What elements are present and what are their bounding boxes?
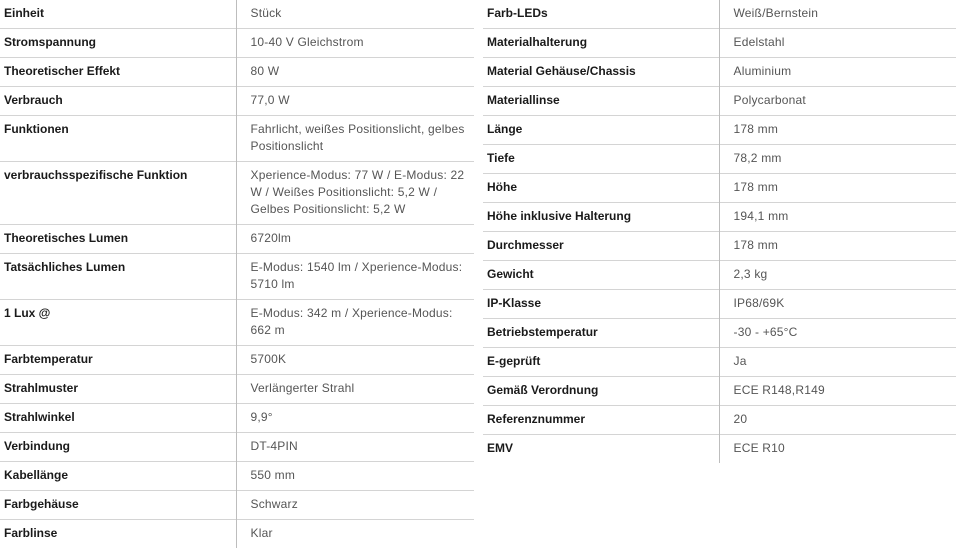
spec-label: Materiallinse: [483, 87, 719, 116]
spec-table-right: [483, 0, 956, 463]
spec-row-theoretisches-lumen: [0, 225, 474, 254]
spec-label: Kabellänge: [0, 462, 236, 491]
spec-label: Farb-LEDs: [483, 0, 719, 29]
spec-value: 2,3 kg: [719, 261, 956, 290]
spec-value: Xperience-Modus: 77 W / E-Modus: 22 W / Weißes Positionslicht: 5,2 W / Gelbes Positionslicht: 5,2 W: [236, 162, 474, 225]
spec-row-betriebstemperatur: [483, 319, 956, 348]
spec-label: Referenznummer: [483, 406, 719, 435]
spec-row-materialhalterung: [483, 29, 956, 58]
spec-value: E-Modus: 342 m / Xperience-Modus: 662 m: [236, 300, 474, 346]
spec-label: IP-Klasse: [483, 290, 719, 319]
spec-label: Länge: [483, 116, 719, 145]
spec-table-left: [0, 0, 474, 548]
spec-label: Höhe inklusive Halterung: [483, 203, 719, 232]
spec-row-verbrauch: [0, 87, 474, 116]
spec-row-laenge: [483, 116, 956, 145]
spec-row-farbtemperatur: [0, 346, 474, 375]
spec-value: Polycarbonat: [719, 87, 956, 116]
spec-value: 5700K: [236, 346, 474, 375]
spec-value: -30 - +65°C: [719, 319, 956, 348]
spec-label: E-geprüft: [483, 348, 719, 377]
spec-row-farb-leds: [483, 0, 956, 29]
spec-row-gewicht: [483, 261, 956, 290]
spec-label: Theoretischer Effekt: [0, 58, 236, 87]
spec-value: ECE R148,R149: [719, 377, 956, 406]
spec-label: Verbindung: [0, 433, 236, 462]
spec-value: Klar: [236, 520, 474, 548]
spec-label: Theoretisches Lumen: [0, 225, 236, 254]
spec-label: Betriebstemperatur: [483, 319, 719, 348]
spec-row-hoehe: [483, 174, 956, 203]
spec-label: 1 Lux @: [0, 300, 236, 346]
spec-value: DT-4PIN: [236, 433, 474, 462]
spec-value: 550 mm: [236, 462, 474, 491]
spec-value: 20: [719, 406, 956, 435]
spec-label: Gewicht: [483, 261, 719, 290]
spec-row-strahlwinkel: [0, 404, 474, 433]
spec-label: Gemäß Verordnung: [483, 377, 719, 406]
spec-value: 178 mm: [719, 116, 956, 145]
spec-value: Ja: [719, 348, 956, 377]
spec-label: Farblinse: [0, 520, 236, 548]
spec-value: Edelstahl: [719, 29, 956, 58]
spec-label: Tatsächliches Lumen: [0, 254, 236, 300]
spec-row-theoretischer-effekt: [0, 58, 474, 87]
spec-row-verbindung: [0, 433, 474, 462]
spec-label: verbrauchsspezifische Funktion: [0, 162, 236, 225]
spec-value: 78,2 mm: [719, 145, 956, 174]
spec-row-1-lux: [0, 300, 474, 346]
spec-value: 77,0 W: [236, 87, 474, 116]
spec-value: 10-40 V Gleichstrom: [236, 29, 474, 58]
spec-label: Materialhalterung: [483, 29, 719, 58]
spec-label: Funktionen: [0, 116, 236, 162]
spec-label: Verbrauch: [0, 87, 236, 116]
spec-value: IP68/69K: [719, 290, 956, 319]
spec-value: Aluminium: [719, 58, 956, 87]
spec-row-e-geprueft: [483, 348, 956, 377]
spec-label: Strahlwinkel: [0, 404, 236, 433]
spec-value: ECE R10: [719, 435, 956, 464]
spec-row-tiefe: [483, 145, 956, 174]
spec-row-tatsaechliches-lumen: [0, 254, 474, 300]
spec-label: Stromspannung: [0, 29, 236, 58]
spec-row-hoehe-inklusive-halterung: [483, 203, 956, 232]
spec-label: Material Gehäuse/Chassis: [483, 58, 719, 87]
spec-row-farbgehaeuse: [0, 491, 474, 520]
spec-value: 80 W: [236, 58, 474, 87]
spec-value: 178 mm: [719, 174, 956, 203]
spec-row-ip-klasse: [483, 290, 956, 319]
spec-value: Fahrlicht, weißes Positionslicht, gelbes Positionslicht: [236, 116, 474, 162]
spec-row-referenznummer: [483, 406, 956, 435]
spec-row-gemaess-verordnung: [483, 377, 956, 406]
spec-label: Durchmesser: [483, 232, 719, 261]
spec-value: Stück: [236, 0, 474, 29]
spec-label: Höhe: [483, 174, 719, 203]
spec-value: 178 mm: [719, 232, 956, 261]
spec-value: 9,9°: [236, 404, 474, 433]
spec-row-durchmesser: [483, 232, 956, 261]
spec-row-materiallinse: [483, 87, 956, 116]
spec-label: Tiefe: [483, 145, 719, 174]
spec-label: Strahlmuster: [0, 375, 236, 404]
spec-value: 194,1 mm: [719, 203, 956, 232]
spec-value: Weiß/Bernstein: [719, 0, 956, 29]
spec-row-strahlmuster: [0, 375, 474, 404]
spec-row-einheit: [0, 0, 474, 29]
spec-label: Farbgehäuse: [0, 491, 236, 520]
spec-row-stromspannung: [0, 29, 474, 58]
spec-label: EMV: [483, 435, 719, 464]
spec-row-emv: [483, 435, 956, 464]
spec-label: Einheit: [0, 0, 236, 29]
spec-row-kabellaenge: [0, 462, 474, 491]
spec-label: Farbtemperatur: [0, 346, 236, 375]
spec-value: 6720lm: [236, 225, 474, 254]
spec-value: Verlängerter Strahl: [236, 375, 474, 404]
spec-value: Schwarz: [236, 491, 474, 520]
spec-row-verbrauchsspezifische-funktion: [0, 162, 474, 225]
spec-row-material-gehaeuse-chassis: [483, 58, 956, 87]
spec-row-funktionen: [0, 116, 474, 162]
spec-value: E-Modus: 1540 lm / Xperience-Modus: 5710 lm: [236, 254, 474, 300]
